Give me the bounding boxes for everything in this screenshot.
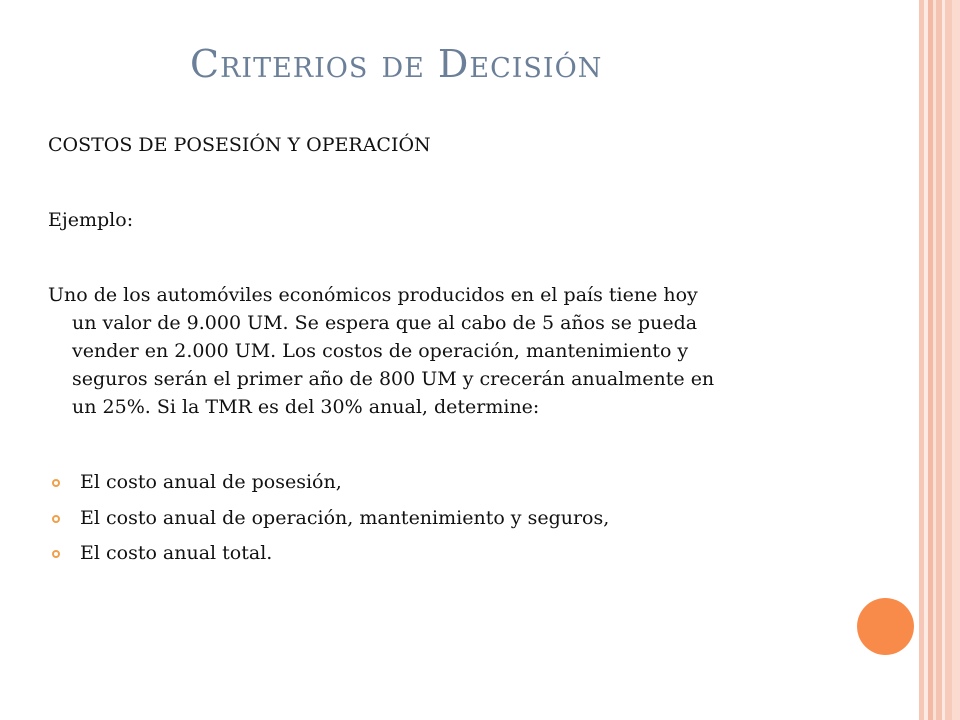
paragraph-line: vender en 2.000 UM. Los costos de operación, mantenimiento y [72, 340, 689, 362]
decorative-stripe [952, 0, 960, 720]
bullet-icon [52, 550, 60, 558]
paragraph-line: un valor de 9.000 UM. Se espera que al cabo de 5 años se pueda [72, 312, 698, 334]
bullet-text: El costo anual de posesión, [80, 471, 342, 493]
decorative-circle [857, 598, 914, 655]
bullet-icon [52, 479, 60, 487]
slide-title: Criterios de Decisión [190, 42, 603, 86]
bullet-text: El costo anual total. [80, 542, 273, 564]
section-heading: COSTOS DE POSESIÓN Y OPERACIÓN [48, 134, 431, 156]
paragraph-line: un 25%. Si la TMR es del 30% anual, determine: [72, 396, 540, 418]
bullet-icon [52, 515, 60, 523]
paragraph-line: Uno de los automóviles económicos producidos en el país tiene hoy [48, 284, 698, 306]
decorative-stripe [945, 0, 952, 720]
paragraph-line: seguros serán el primer año de 800 UM y crecerán anualmente en [72, 368, 715, 390]
bullet-text: El costo anual de operación, mantenimiento y seguros, [80, 507, 610, 529]
example-label: Ejemplo: [48, 209, 134, 231]
